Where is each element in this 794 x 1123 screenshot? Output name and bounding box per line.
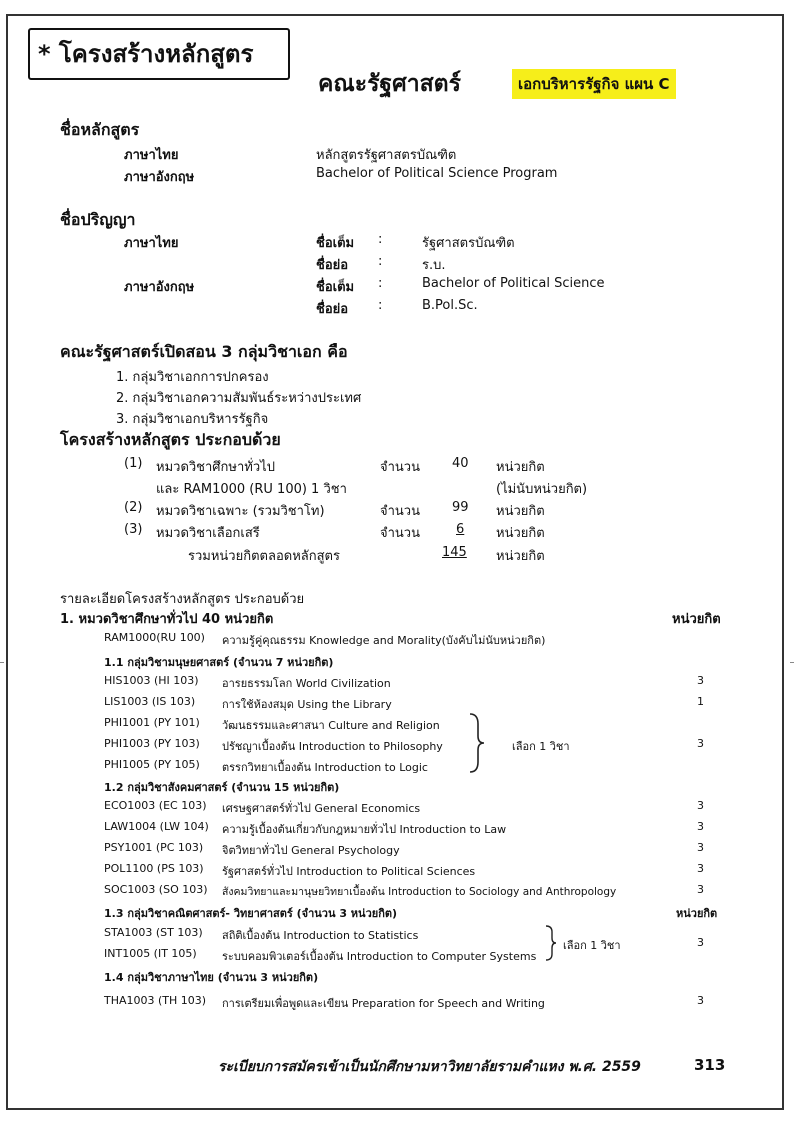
- structure-heading: โครงสร้างหลักสูตร ประกอบด้วย: [60, 430, 281, 449]
- course-credits: 1: [697, 695, 704, 708]
- course-title: สถิติเบื้องต้น Introduction to Statistics: [222, 929, 419, 942]
- course-title: ตรรกวิทยาเบื้องต้น Introduction to Logic: [222, 761, 428, 774]
- course-title: ความรู้เบื้องต้นเกี่ยวกับกฎหมายทั่วไป Introduction to Law: [222, 823, 507, 836]
- course-code: PSY1001 (PC 103): [104, 841, 204, 854]
- course-title: การใช้ห้องสมุด Using the Library: [222, 698, 392, 711]
- major-item: 1. กลุ่มวิชาเอกการปกครอง: [116, 370, 269, 385]
- degree-name-heading: ชื่อปริญญา: [60, 210, 136, 229]
- structure-row-credits: 40: [452, 456, 469, 471]
- degree-thai-full-label: ชื่อเต็ม: [316, 236, 355, 251]
- course-code: HIS1003 (HI 103): [104, 674, 199, 687]
- major-highlight: เอกบริหารรัฐกิจ แผน C: [512, 69, 676, 99]
- right-brace-icon: [468, 712, 486, 774]
- group-title: 1.1 กลุ่มวิชามนุษยศาสตร์ (จำนวน 7 หน่วยกิต): [104, 656, 334, 669]
- structure-row-name: และ RAM1000 (RU 100) 1 วิชา: [156, 482, 347, 497]
- degree-english-full: Bachelor of Political Science: [422, 276, 605, 291]
- group-title: 1.4 กลุ่มวิชาภาษาไทย (จำนวน 3 หน่วยกิต): [104, 971, 319, 984]
- structure-row-qty-label: จำนวน: [380, 526, 420, 541]
- program-thai-label: ภาษาไทย: [124, 148, 179, 163]
- structure-row-unit: (ไม่นับหน่วยกิต): [496, 482, 588, 497]
- footer-text: ระเบียบการสมัครเข้าเป็นนักศึกษามหาวิทยาลัยรามคำแหง พ.ศ. 2559: [218, 1059, 641, 1075]
- course-title: สังคมวิทยาและมานุษยวิทยาเบื้องต้น Introduction to Sociology and Anthropology: [222, 886, 617, 898]
- structure-row-no: (3): [124, 522, 143, 537]
- course-code: SOC1003 (SO 103): [104, 883, 208, 896]
- program-thai-value: หลักสูตรรัฐศาสตรบัณฑิต: [316, 148, 457, 163]
- majors-heading: คณะรัฐศาสตร์เปิดสอน 3 กลุ่มวิชาเอก คือ: [60, 342, 348, 361]
- structure-row-unit: หน่วยกิต: [496, 460, 545, 475]
- choice-note: เลือก 1 วิชา: [563, 939, 621, 952]
- structure-row-qty-label: จำนวน: [380, 460, 420, 475]
- course-title: รัฐศาสตร์ทั่วไป Introduction to Political Sciences: [222, 865, 476, 878]
- course-credits: 3: [697, 994, 704, 1007]
- degree-colon: :: [378, 298, 383, 313]
- degree-thai-short: ร.บ.: [422, 258, 446, 273]
- degree-thai-short-label: ชื่อย่อ: [316, 258, 349, 273]
- course-title: เศรษฐศาสตร์ทั่วไป General Economics: [222, 802, 421, 815]
- degree-thai-label: ภาษาไทย: [124, 236, 179, 251]
- program-english-value: Bachelor of Political Science Program: [316, 166, 558, 181]
- course-credits: 3: [697, 883, 704, 896]
- structure-total-credits: 145: [442, 545, 467, 560]
- group-credit-header: หน่วยกิต: [676, 907, 718, 920]
- course-code: PHI1003 (PY 103): [104, 737, 200, 750]
- details-intro: รายละเอียดโครงสร้างหลักสูตร ประกอบด้วย: [60, 592, 305, 607]
- faculty-name: คณะรัฐศาสตร์: [318, 71, 461, 97]
- course-title: อารยธรรมโลก World Civilization: [222, 677, 391, 690]
- group-title: 1.3 กลุ่มวิชาคณิตศาสตร์- วิทยาศาสตร์ (จำนวน 3 หน่วยกิต): [104, 907, 398, 920]
- degree-english-full-label: ชื่อเต็ม: [316, 280, 355, 295]
- course-code: POL1100 (PS 103): [104, 862, 204, 875]
- course-credits: 3: [697, 862, 704, 875]
- program-name-heading: ชื่อหลักสูตร: [60, 120, 140, 139]
- course-title: วัฒนธรรมและศาสนา Culture and Religion: [222, 719, 440, 732]
- structure-row-credits: 99: [452, 500, 469, 515]
- major-item: 2. กลุ่มวิชาเอกความสัมพันธ์ระหว่างประเทศ: [116, 391, 362, 406]
- course-code: INT1005 (IT 105): [104, 947, 197, 960]
- course-code: PHI1005 (PY 105): [104, 758, 200, 771]
- structure-row-no: (1): [124, 456, 143, 471]
- edge-mark-left: [0, 662, 4, 663]
- course-credits: 3: [697, 737, 704, 750]
- structure-row-credits: 6: [456, 522, 465, 537]
- structure-row-qty-label: จำนวน: [380, 504, 420, 519]
- major-item: 3. กลุ่มวิชาเอกบริหารรัฐกิจ: [116, 412, 269, 427]
- degree-colon: :: [378, 232, 383, 247]
- degree-english-short-label: ชื่อย่อ: [316, 302, 349, 317]
- course-credits: 3: [697, 674, 704, 687]
- structure-row-name: หมวดวิชาเฉพาะ (รวมวิชาโท): [156, 504, 325, 519]
- choice-note: เลือก 1 วิชา: [512, 740, 570, 753]
- structure-row-no: (2): [124, 500, 143, 515]
- structure-row-unit: หน่วยกิต: [496, 504, 545, 519]
- details-credit-header: หน่วยกิต: [672, 612, 721, 627]
- course-credits: 3: [697, 936, 704, 949]
- course-code: LAW1004 (LW 104): [104, 820, 209, 833]
- course-code: THA1003 (TH 103): [104, 994, 207, 1007]
- edge-mark-right: [790, 662, 794, 663]
- structure-total-unit: หน่วยกิต: [496, 549, 545, 564]
- page-number: 313: [694, 1056, 726, 1074]
- course-title: การเตรียมเพื่อพูดและเขียน Preparation for Speech and Writing: [222, 997, 545, 1010]
- structure-row-name: หมวดวิชาเลือกเสรี: [156, 526, 260, 541]
- course-credits: 3: [697, 799, 704, 812]
- course-credits: 3: [697, 841, 704, 854]
- course-code: LIS1003 (IS 103): [104, 695, 196, 708]
- degree-english-label: ภาษาอังกฤษ: [124, 280, 195, 295]
- details-section-title: 1. หมวดวิชาศึกษาทั่วไป 40 หน่วยกิต: [60, 612, 274, 627]
- degree-colon: :: [378, 276, 383, 291]
- right-brace-icon: [544, 924, 558, 962]
- structure-total-label: รวมหน่วยกิตตลอดหลักสูตร: [188, 549, 340, 564]
- group-title: 1.2 กลุ่มวิชาสังคมศาสตร์ (จำนวน 15 หน่วยกิต): [104, 781, 340, 794]
- course-code: STA1003 (ST 103): [104, 926, 203, 939]
- degree-colon: :: [378, 254, 383, 269]
- structure-row-unit: หน่วยกิต: [496, 526, 545, 541]
- course-credits: 3: [697, 820, 704, 833]
- course-title: ปรัชญาเบื้องต้น Introduction to Philosophy: [222, 740, 443, 753]
- structure-row-name: หมวดวิชาศึกษาทั่วไป: [156, 460, 275, 475]
- course-title: จิตวิทยาทั่วไป General Psychology: [222, 844, 400, 857]
- course-code: PHI1001 (PY 101): [104, 716, 200, 729]
- degree-thai-full: รัฐศาสตรบัณฑิต: [422, 236, 515, 251]
- program-english-label: ภาษาอังกฤษ: [124, 170, 195, 185]
- course-code: RAM1000(RU 100): [104, 631, 205, 644]
- degree-english-short: B.Pol.Sc.: [422, 298, 478, 313]
- course-title: ระบบคอมพิวเตอร์เบื้องต้น Introduction to Computer Systems: [222, 950, 537, 963]
- course-title: ความรู้คู่คุณธรรม Knowledge and Morality(บังคับไม่นับหน่วยกิต): [222, 634, 546, 647]
- structure-title-box: * โครงสร้างหลักสูตร: [28, 28, 290, 80]
- course-code: ECO1003 (EC 103): [104, 799, 207, 812]
